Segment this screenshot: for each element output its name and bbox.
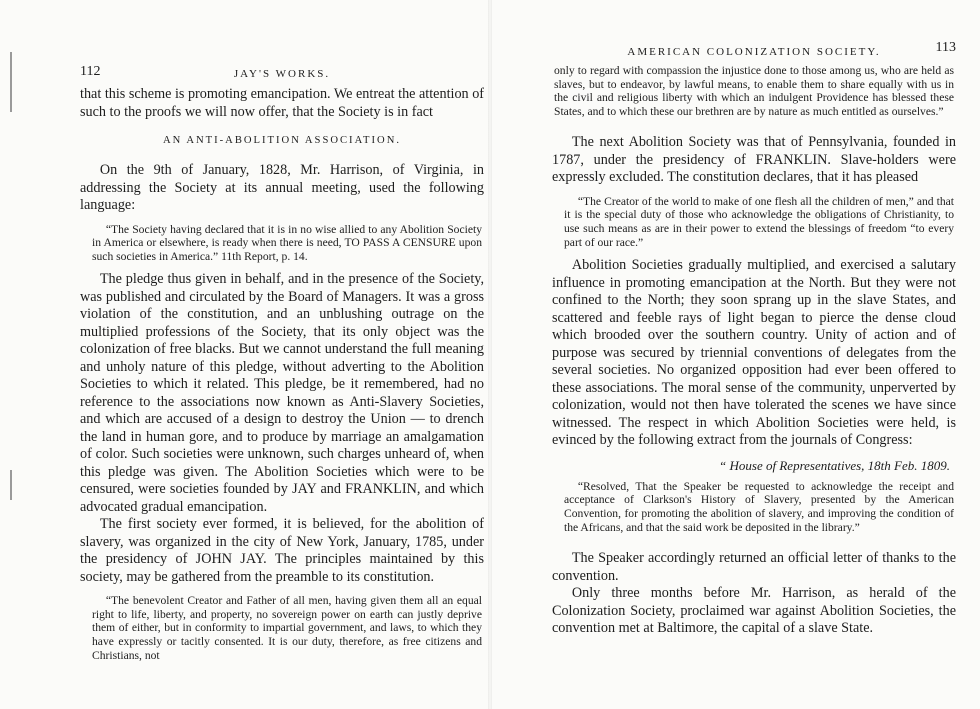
- quote-one-flesh: “The Creator of the world to make of one flesh all the children of men,” and that it is the special duty of those who acknowledge the obligations of Christianity, to use such means as are in their power to extend the blessings of freedom “to every part of our race.”: [564, 194, 954, 249]
- paragraph-three-months: Only three months before Mr. Harrison, as herald of the Colonization Society, proclaimed war against Abolition Societies, the convention met at Baltimore, the capital of a slave State.: [552, 585, 956, 637]
- right-page-header: [552, 40, 956, 64]
- running-head: AMERICAN COLONIZATION SOCIETY.: [627, 46, 881, 58]
- paragraph-first-society: The first society ever formed, it is believed, for the abolition of slavery, was organized in the city of New York, January, 1785, under the presidency of JOHN JAY. The principles maintained by this society, may be gathered from the preamble to its constitution.: [80, 516, 484, 585]
- right-page: [490, 0, 980, 709]
- paragraph-speaker: The Speaker accordingly returned an official letter of thanks to the convention.: [552, 550, 956, 584]
- section-heading: AN ANTI-ABOLITION ASSOCIATION.: [162, 135, 402, 146]
- quote-continued: only to regard with compassion the injustice done to those among us, who are held as slaves, but to endeavor, by lawful means, to enable them to share equally with us in the civil and religious liberty with which an indulgent Providence has blessed these States, and to which these our brethren are by nature as much entitled as ourselves.”: [554, 64, 954, 118]
- quote-resolved: “Resolved, That the Speaker be requested to acknowledge the receipt and acceptance of Clarkson's History of Slavery, presented by the American Convention, for promoting the abolition of slavery, and improving the condition of the Africans, and that the said work be deposited in the library.”: [564, 479, 954, 534]
- paragraph-pledge: The pledge thus given in behalf, and in the presence of the Society, was published and circulated by the Board of Managers. It was a gross violation of the constitution, and an unblushing outrage on the multiplied professions of the Society, that its only object was the colonization of free blacks. But we cannot understand the full meaning and unholy nature of this pledge, without adverting to the Abolition Societies to which it related. This pledge, be it remembered, had no reference to the associations now known as Anti-Slavery Societies, and which are accused of a design to destroy the Union — to drench the land in human gore, and to produce by marriage an amalgamation of color. Such societies were unknown, such charges unheard of, when this pledge was given. The Abolition Societies which were to be censured, were societies founded by JAY and FRANKLIN, and which advocated gradual emancipation.: [80, 271, 484, 515]
- quote-society: “The Society having declared that it is in no wise allied to any Abolition Society in America or elsewhere, is ready when there is need, TO PASS A CENSURE upon such societies in America.” 11th Report, p. 14.: [92, 222, 482, 263]
- paragraph-harrison: On the 9th of January, 1828, Mr. Harrison, of Virginia, in addressing the Society at its annual meeting, used the following language:: [80, 162, 484, 213]
- running-head: JAY'S WORKS.: [233, 68, 331, 80]
- quote-creator: “The benevolent Creator and Father of all men, having given them all an equal right to life, liberty, and property, no sovereign power on earth can justly deprive them of either, but in conformity to impartial government, and laws, to which they have expressly or tacitly consented. It is our duty, therefore, as free citizens and Christians, not: [92, 594, 482, 662]
- page-number: 112: [80, 64, 101, 79]
- attribution-house: “ House of Representatives, 18th Feb. 1809.: [719, 457, 950, 473]
- page-number: 113: [935, 40, 956, 55]
- paragraph-pennsylvania: The next Abolition Society was that of Pennsylvania, founded in 1787, under the presidency of FRANKLIN. Slave-holders were expressly excluded. The constitution declares, that it has pleased: [552, 134, 956, 186]
- left-page-header: [80, 42, 484, 80]
- opening-text: that this scheme is promoting emancipation. We entreat the attention of such to the proofs we will now offer, that the Society is in fact: [80, 86, 485, 120]
- paragraph-gradually: Abolition Societies gradually multiplied, and exercised a salutary influence in promoting emancipation at the North. But they were not confined to the North; they soon sprang up in the slave States, and scattered and feeble rays of light began to pierce the dense cloud which brooded over the southern country. Unity of action and of purpose was secured by triennial conventions of delegates from the several societies. No organized opposition had ever been offered to these associations. The moral sense of the community, unperverted by colonization, would not then have tolerated the scenes we have since witnessed. The respect in which Abolition Societies were held, is evinced by the following extract from the journals of Congress:: [552, 257, 956, 449]
